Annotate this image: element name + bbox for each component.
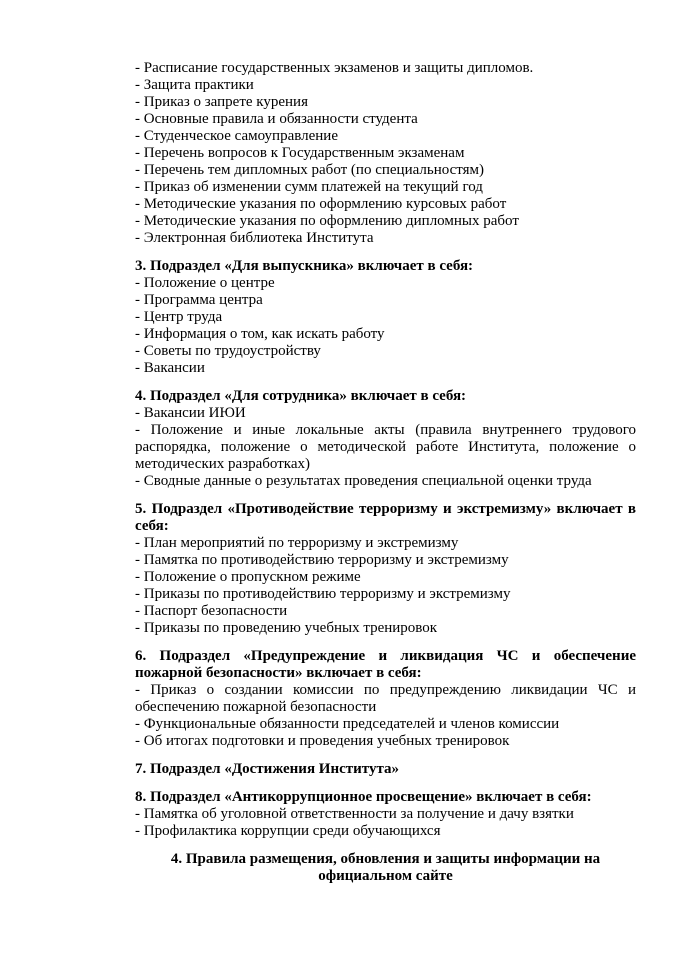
document-section: [135, 761, 636, 778]
list-item: - Положение о пропускном режиме: [135, 569, 361, 585]
chapter-heading: 4. Правила размещения, обновления и защиты информации на официальном сайте: [170, 851, 601, 884]
list-item: - Профилактика коррупции среди обучающихся: [135, 823, 441, 839]
list-item: - Методические указания по оформлению курсовых работ: [135, 196, 507, 212]
sections-container: [135, 258, 636, 840]
document-section: [135, 258, 636, 377]
list-item: - Об итогах подготовки и проведения учебных тренировок: [135, 733, 510, 749]
document-section: [135, 789, 636, 840]
list-item: - Приказы по противодействию терроризму и экстремизму: [135, 586, 511, 602]
section-heading: 4. Подраздел «Для сотрудника» включает в себя:: [135, 388, 467, 404]
list-item: - Информация о том, как искать работу: [135, 326, 385, 342]
list-item: - Основные правила и обязанности студента: [135, 111, 418, 127]
list-item: - Вакансии: [135, 360, 205, 376]
list-item: - Советы по трудоустройству: [135, 343, 321, 359]
section-heading: 7. Подраздел «Достижения Института»: [135, 761, 400, 777]
list-item: - Электронная библиотека Института: [135, 230, 374, 246]
list-item: - Приказ об изменении сумм платежей на текущий год: [135, 179, 483, 195]
section-heading: 6. Подраздел «Предупреждение и ликвидация ЧС и обеспечение пожарной безопасности» включает в себя:: [135, 648, 636, 681]
list-item: - Программа центра: [135, 292, 263, 308]
section-heading: 5. Подраздел «Противодействие терроризму и экстремизму» включает в себя:: [135, 501, 636, 534]
list-item: - Перечень вопросов к Государственным экзаменам: [135, 145, 465, 161]
list-item: - Центр труда: [135, 309, 223, 325]
list-item: - Методические указания по оформлению дипломных работ: [135, 213, 519, 229]
list-item: - Перечень тем дипломных работ (по специальностям): [135, 162, 485, 178]
list-item: - План мероприятий по терроризму и экстремизму: [135, 535, 459, 551]
document-section: [135, 501, 636, 637]
section-heading: 3. Подраздел «Для выпускника» включает в себя:: [135, 258, 474, 274]
list-item: - Положение о центре: [135, 275, 275, 291]
list-item: - Приказы по проведению учебных тренировок: [135, 620, 438, 636]
list-item: - Расписание государственных экзаменов и защиты дипломов.: [135, 60, 534, 76]
list-item: - Вакансии ИЮИ: [135, 405, 246, 421]
list-item: - Памятка об уголовной ответственности за получение и дачу взятки: [135, 806, 574, 822]
list-item: - Студенческое самоуправление: [135, 128, 338, 144]
list-item: - Положение и иные локальные акты (правила внутреннего трудового распорядка, положение о методической работе Института, положение о методических разработках): [135, 422, 636, 472]
list-item: - Памятка по противодействию терроризму и экстремизму: [135, 552, 509, 568]
list-item: - Функциональные обязанности председателей и членов комиссии: [135, 716, 560, 732]
document-section: [135, 388, 636, 490]
list-item: - Паспорт безопасности: [135, 603, 288, 619]
list-item: - Приказ о запрете курения: [135, 94, 308, 110]
continued-item-list: [135, 60, 636, 247]
list-item: - Защита практики: [135, 77, 254, 93]
list-item: - Сводные данные о результатах проведения специальной оценки труда: [135, 473, 592, 489]
document-section: [135, 648, 636, 750]
list-item: - Приказ о создании комиссии по предупреждению ликвидации ЧС и обеспечению пожарной безопасности: [135, 682, 636, 715]
section-heading: 8. Подраздел «Антикоррупционное просвещение» включает в себя:: [135, 789, 592, 805]
